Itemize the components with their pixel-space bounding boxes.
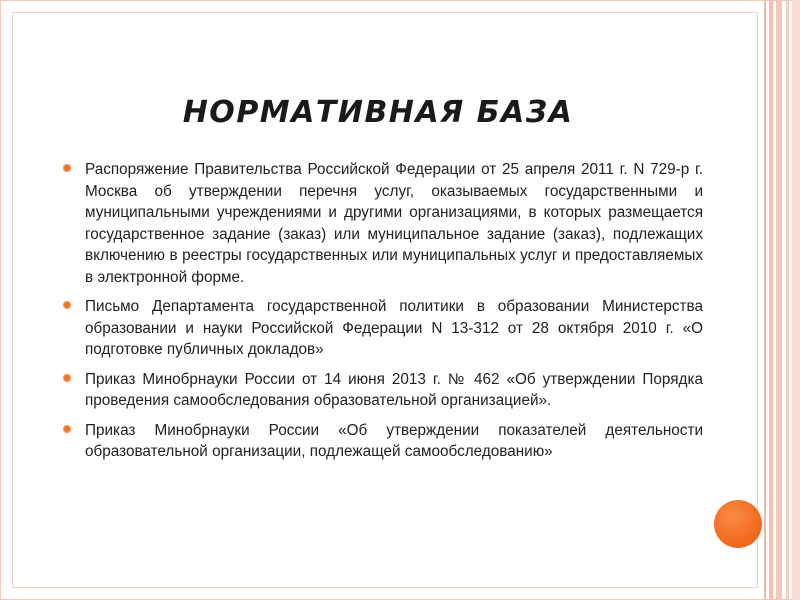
bullet-icon (63, 374, 71, 382)
decorative-stripe (786, 0, 789, 600)
list-item-text: Письмо Департамента государственной политики в образовании Министерства образовании и науки Российской Федерации N 13-312 от 28 октября 2010 г. «О подготовке публичных докладов» (85, 298, 703, 358)
decorative-stripe (764, 0, 766, 600)
decorative-circle (714, 500, 762, 548)
bullet-icon (63, 425, 71, 433)
list-item (63, 296, 703, 361)
bullet-icon (63, 164, 71, 172)
slide-title: НОРМАТИВНАЯ БАЗА (182, 95, 574, 130)
decorative-stripe (769, 0, 773, 600)
list-item-text: Приказ Минобрнауки России от 14 июня 2013 г. № 462 «Об утверждении Порядка проведения самообследования образовательной организацией». (85, 370, 703, 409)
list-item (63, 420, 703, 463)
decorative-stripe (776, 0, 782, 600)
list-item (63, 159, 703, 288)
list-item-text: Приказ Минобрнауки России «Об утверждении показателей деятельности образовательной организации, подлежащей самообследованию» (85, 421, 703, 460)
bullet-list (63, 159, 703, 471)
list-item-text: Распоряжение Правительства Российской Федерации от 25 апреля 2011 г. N 729-р г. Москва об утверждении перечня услуг, оказываемых государственными и муниципальными учреждениями и другими организациями, в которых размещается государственное задание (заказ) или муниципальное задание (заказ), подлежащих включению в реестры государственных или муниципальных услуг и предоставляемых в электронной форме. (85, 161, 703, 286)
bullet-icon (63, 301, 71, 309)
list-item (63, 369, 703, 412)
decorative-stripe (792, 0, 800, 600)
slide-content-panel (12, 12, 758, 588)
